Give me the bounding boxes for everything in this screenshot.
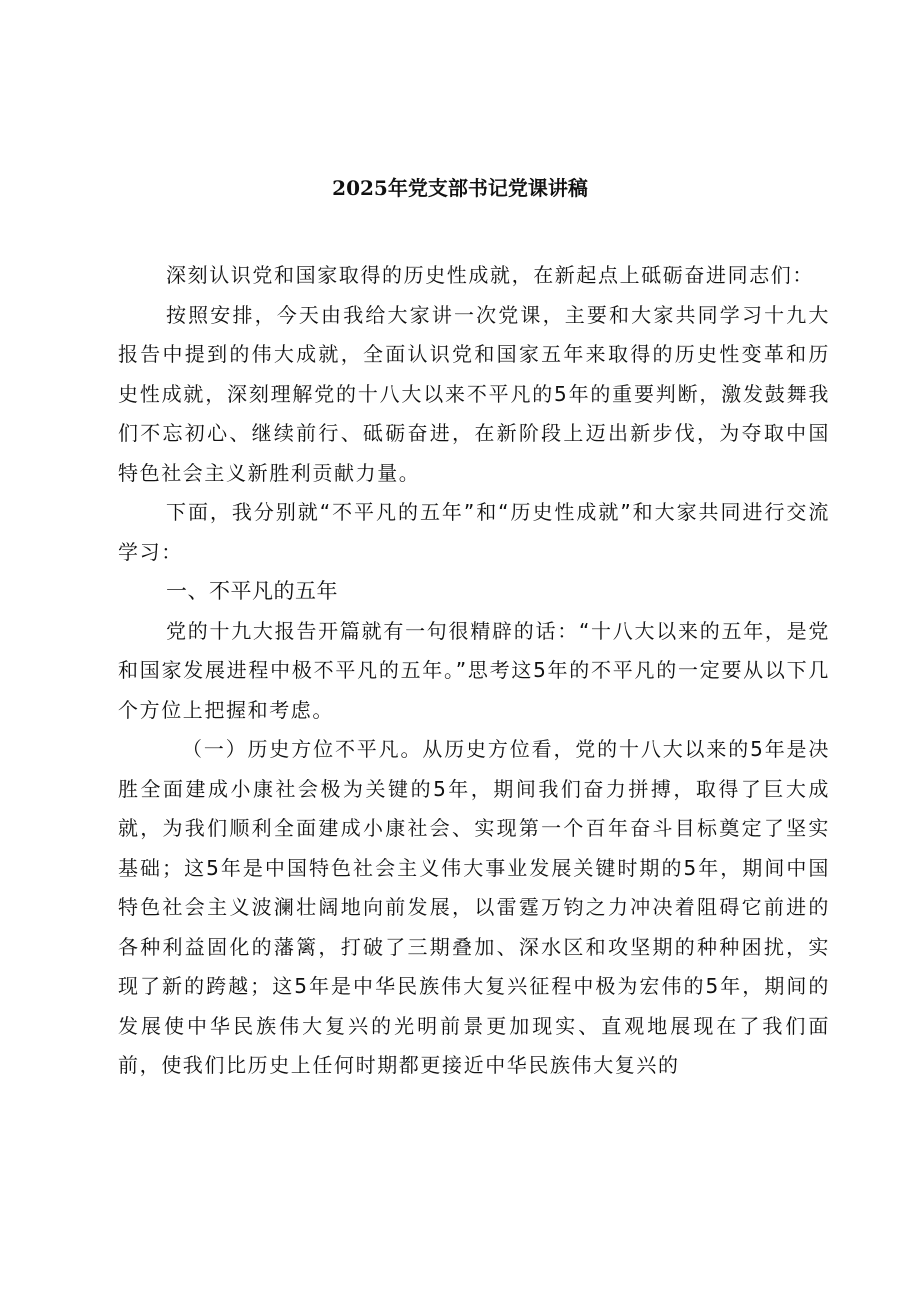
section-heading: 一、不平凡的五年 — [166, 579, 338, 603]
intro-paragraph: 深刻认识党和国家取得的历史性成就，在新起点上砥砺奋进同志们： — [166, 263, 814, 287]
document-body — [118, 256, 830, 1086]
subsection-paragraph: （一）历史方位不平凡。从历史方位看，党的十八大以来的5年是决胜全面建成小康社会极为关键的5年，期间我们奋力拼搏，取得了巨大成就，为我们顺利全面建成小康社会、实现第一个百年奋斗目标奠定了坚实基础；这5年是中国特色社会主义伟大事业发展关键时期的5年，期间中国特色社会主义波澜壮阔地向前发展，以雷霆万钧之力冲决着阻碍它前进的各种利益固化的藩篱，打破了三期叠加、深水区和攻坚期的种种困扰，实现了新的跨越；这5年是中华民族伟大复兴征程中极为宏伟的5年，期间的发展使中华民族伟大复兴的光明前景更加现实、直观地展现在了我们面前，使我们比历史上任何时期都更接近中华民族伟大复兴的 — [118, 737, 830, 1077]
outline-paragraph: 下面，我分别就“不平凡的五年”和“历史性成就”和大家共同进行交流学习： — [118, 500, 830, 564]
section-paragraph: 党的十九大报告开篇就有一句很精辟的话：“十八大以来的五年，是党和国家发展进程中极不平凡的五年。”思考这5年的不平凡的一定要从以下几个方位上把握和考虑。 — [118, 618, 830, 722]
document-title: 2025年党支部书记党课讲稿 — [332, 176, 588, 200]
opening-paragraph: 按照安排，今天由我给大家讲一次党课，主要和大家共同学习十九大报告中提到的伟大成就，全面认识党和国家五年来取得的历史性变革和历史性成就，深刻理解党的十八大以来不平凡的5年的重要判断，激发鼓舞我们不忘初心、继续前行、砥砺奋进，在新阶段上迈出新步伐，为夺取中国特色社会主义新胜利贡献力量。 — [118, 302, 830, 485]
